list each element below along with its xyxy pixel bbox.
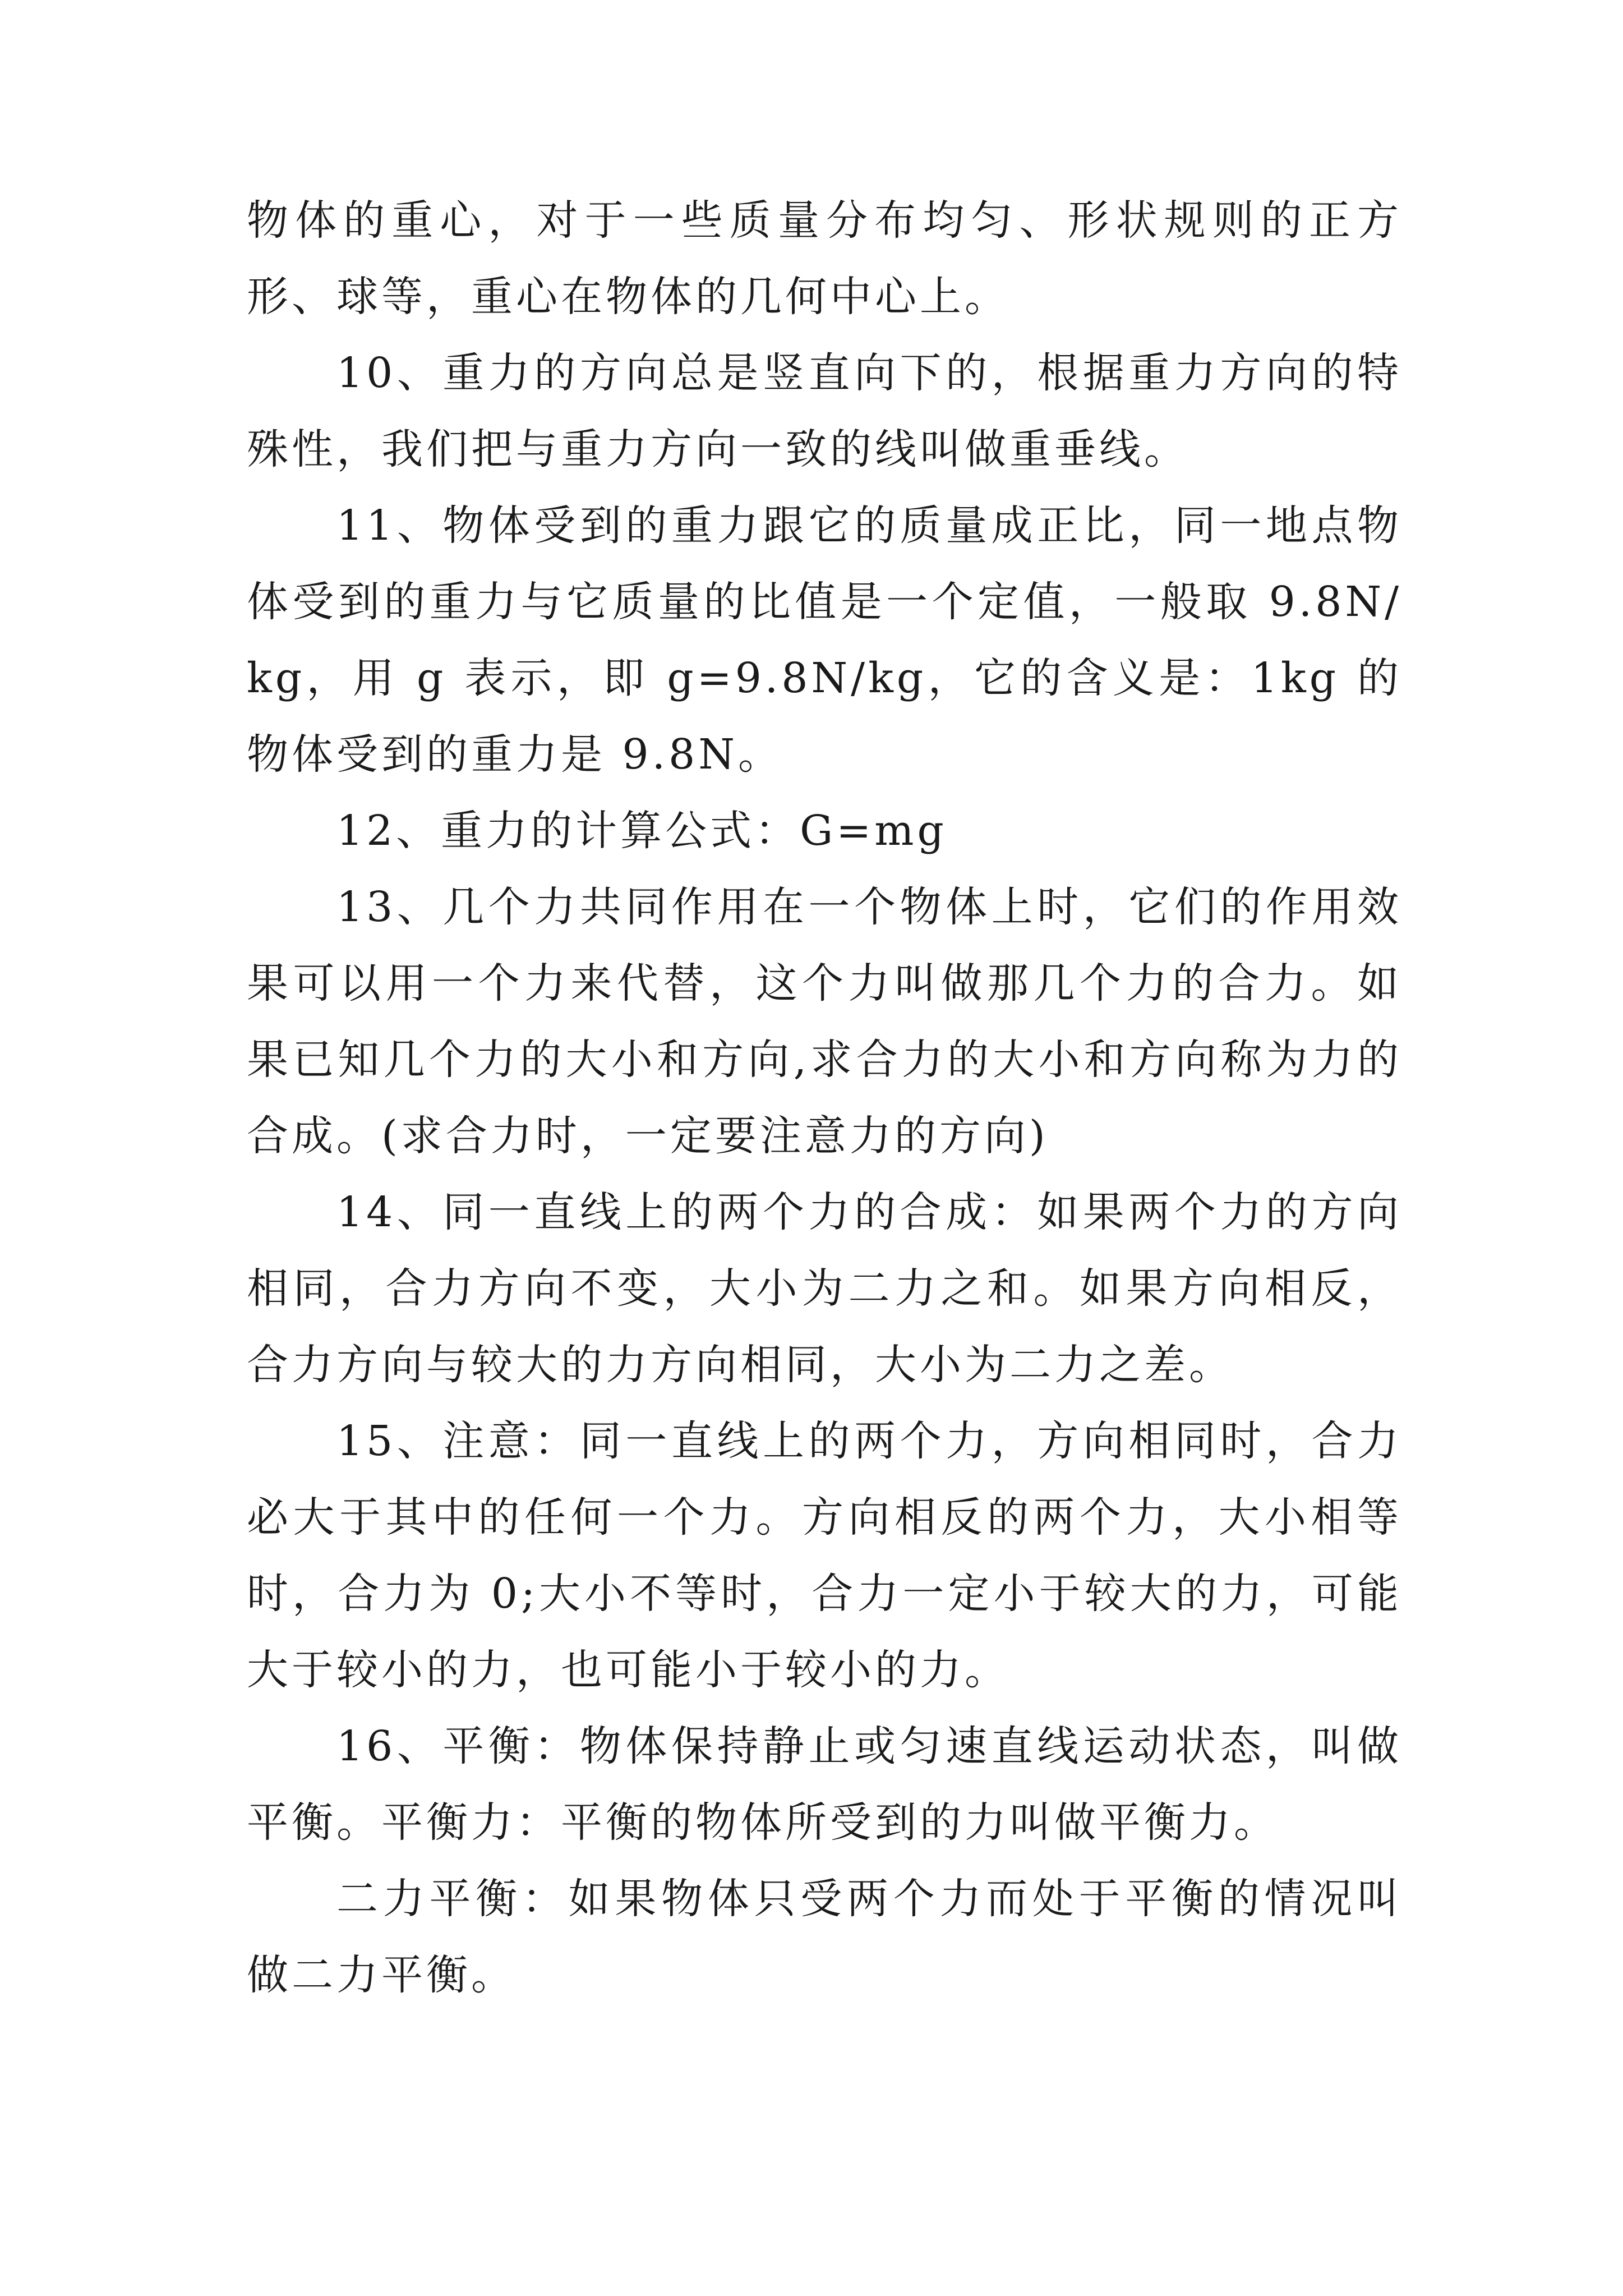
paragraph-11-gravity-mass-ratio: 11、物体受到的重力跟它的质量成正比，同一地点物体受到的重力与它质量的比值是一个定值，一般取 9.8N/kg，用 g 表示，即 g=9.8N/kg，它的含义是：1kg 的物体受到的重力是 9.8N。 [247, 501, 1402, 779]
paragraph-10-gravity-direction: 10、重力的方向总是竖直向下的，根据重力方向的特殊性，我们把与重力方向一致的线叫做重垂线。 [247, 349, 1402, 473]
paragraph-two-force-equilibrium: 二力平衡：如果物体只受两个力而处于平衡的情况叫做二力平衡。 [247, 1875, 1402, 1999]
paragraph-center-of-gravity: 物体的重心，对于一些质量分布均匀、形状规则的正方形、球等，重心在物体的几何中心上。 [247, 196, 1402, 321]
paragraph-13-resultant-force: 13、几个力共同作用在一个物体上时，它们的作用效果可以用一个力来代替，这个力叫做那几个力的合力。如果已知几个力的大小和方向,求合力的大小和方向称为力的合成。(求合力时，一定要注意力的方向) [247, 883, 1402, 1160]
paragraph-15-note: 15、注意：同一直线上的两个力，方向相同时，合力必大于其中的任何一个力。方向相反的两个力，大小相等时，合力为 0;大小不等时，合力一定小于较大的力，可能大于较小的力，也可能小于较小的力。 [247, 1417, 1402, 1694]
document-body [247, 182, 1402, 2013]
paragraph-12-gravity-formula: 12、重力的计算公式：G=mg [336, 807, 947, 855]
paragraph-14-collinear-forces: 14、同一直线上的两个力的合成：如果两个力的方向相同，合力方向不变，大小为二力之和。如果方向相反，合力方向与较大的力方向相同，大小为二力之差。 [247, 1188, 1402, 1389]
paragraph-16-equilibrium: 16、平衡：物体保持静止或匀速直线运动状态，叫做平衡。平衡力：平衡的物体所受到的力叫做平衡力。 [247, 1722, 1402, 1847]
